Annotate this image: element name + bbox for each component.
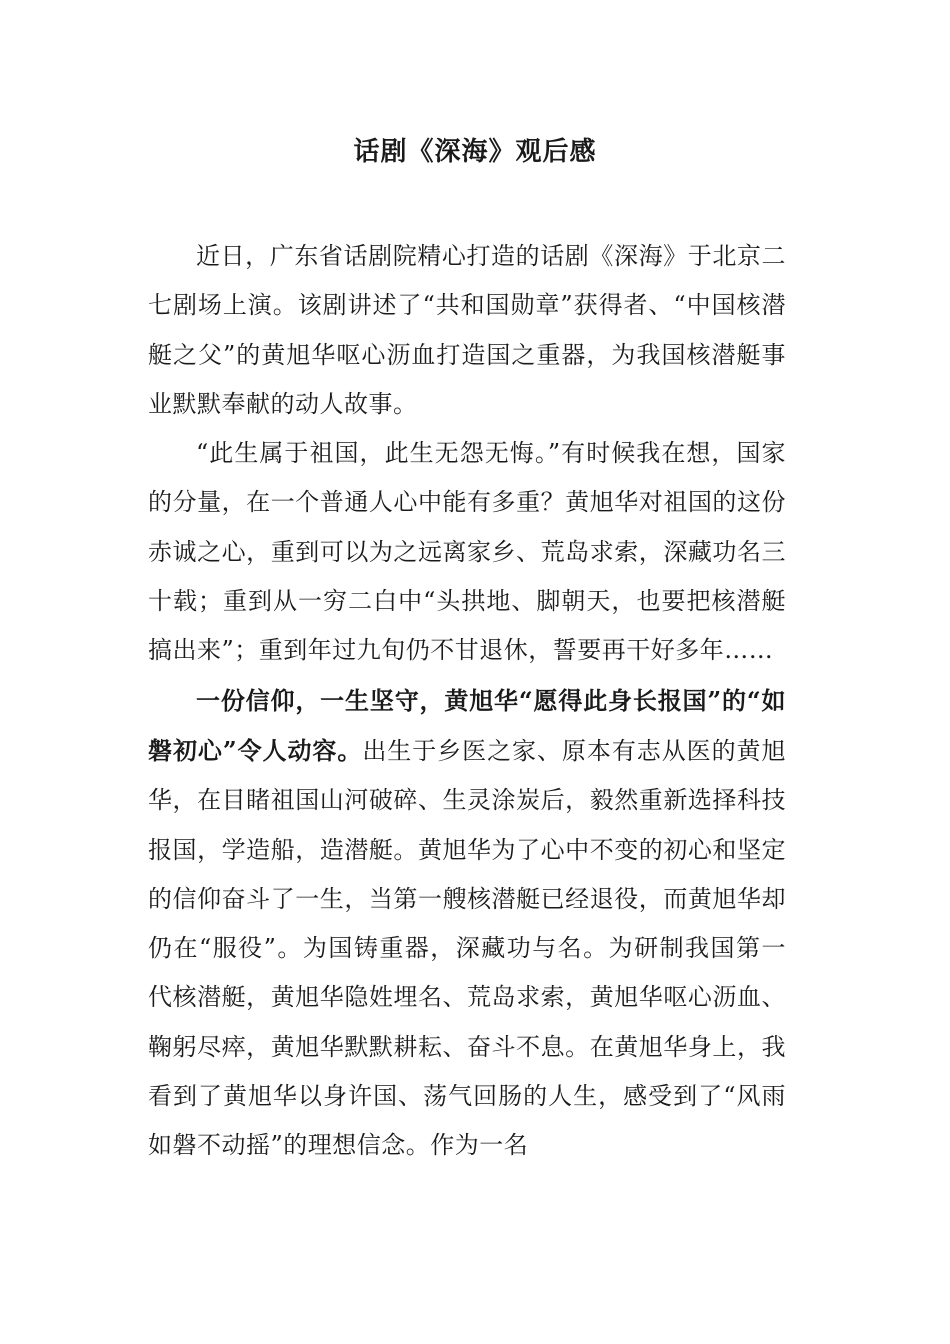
paragraph-3-bold-lead: 一份信仰，一生坚守，黄旭华“愿得此身长报国”的“如磐初心”令人动容。	[148, 685, 786, 765]
paragraph-2-text: “此生属于祖国，此生无怨无悔。”有时候我在想，国家的分量，在一个普通人心中能有多重？黄旭华对祖国的这份赤诚之心，重到可以为之远离家乡、荒岛求索，深藏功名三十载；重到从一穷二白中“头拱地、脚朝天，也要把核潜艇搞出来”；重到年过九旬仍不甘退休，誓要再干好多年……	[148, 439, 786, 665]
paragraph-3	[148, 676, 786, 1171]
paragraph-1-text: 近日，广东省话剧院精心打造的话剧《深海》于北京二七剧场上演。该剧讲述了“共和国勋章”获得者、“中国核潜艇之父”的黄旭华呕心沥血打造国之重器，为我国核潜艇事业默默奉献的动人故事。	[148, 242, 786, 418]
paragraph-2	[148, 429, 786, 675]
paragraph-1	[148, 232, 786, 429]
document-title: 话剧《深海》观后感	[353, 137, 597, 167]
document-body	[148, 232, 786, 1171]
paragraph-3-text: 出生于乡医之家、原本有志从医的黄旭华，在目睹祖国山河破碎、生灵涂炭后，毅然重新选择科技报国，学造船，造潜艇。黄旭华为了心中不变的初心和坚定的信仰奋斗了一生，当第一艘核潜艇已经退役，而黄旭华却仍在“服役”。为国铸重器，深藏功与名。为研制我国第一代核潜艇，黄旭华隐姓埋名、荒岛求索，黄旭华呕心沥血、鞠躬尽瘁，黄旭华默默耕耘、奋斗不息。在黄旭华身上，我看到了黄旭华以身许国、荡气回肠的人生，感受到了“风雨如磐不动摇”的理想信念。作为一名	[148, 736, 787, 1160]
